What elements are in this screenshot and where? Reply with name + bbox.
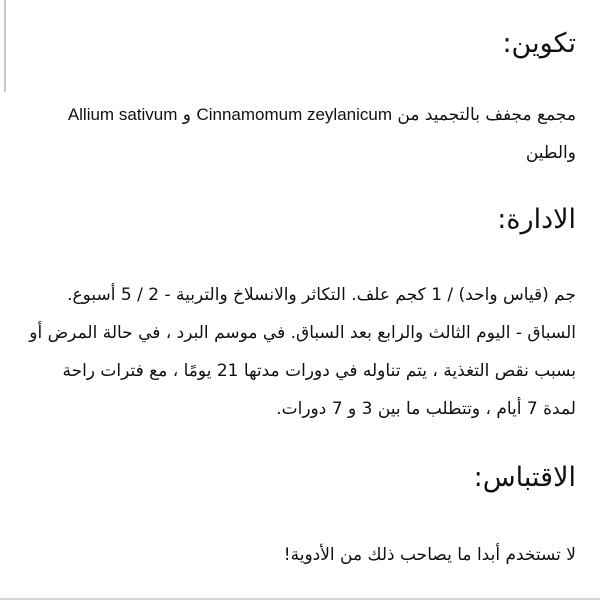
composition-text-before: مجمع مجفف بالتجميد من	[392, 105, 576, 125]
composition-text	[28, 96, 576, 172]
administration-text: جم (قياس واحد) / 1 كجم علف. التكاثر والانسلاخ والتربية - 2 / 5 أسبوع. السباق - اليوم الثالث والرابع بعد السباق. في موسم البرد ، في حالة المرض أو بسبب نقص التغذية ، يتم تناوله في دورات مدتها 21 يومًا ، مع فترات راحة لمدة 7 أيام ، وتتطلب ما بين 3 و 7 دورات.	[29, 285, 576, 419]
quote-heading: الاقتباس:	[473, 462, 576, 493]
cinnamon-species-name: Cinnamomum zeylanicum	[196, 105, 393, 124]
garlic-species-name: Allium sativum	[67, 105, 178, 124]
document-body	[28, 22, 576, 574]
quote-text: لا تستخدم أبدا ما يصاحب ذلك من الأدوية!	[283, 545, 576, 565]
composition-heading: تكوين:	[502, 28, 576, 59]
administration-heading: الادارة:	[497, 204, 576, 235]
left-edge-bar	[4, 0, 6, 92]
composition-text-after: والطين	[525, 143, 576, 163]
composition-and-word: و	[177, 105, 197, 125]
